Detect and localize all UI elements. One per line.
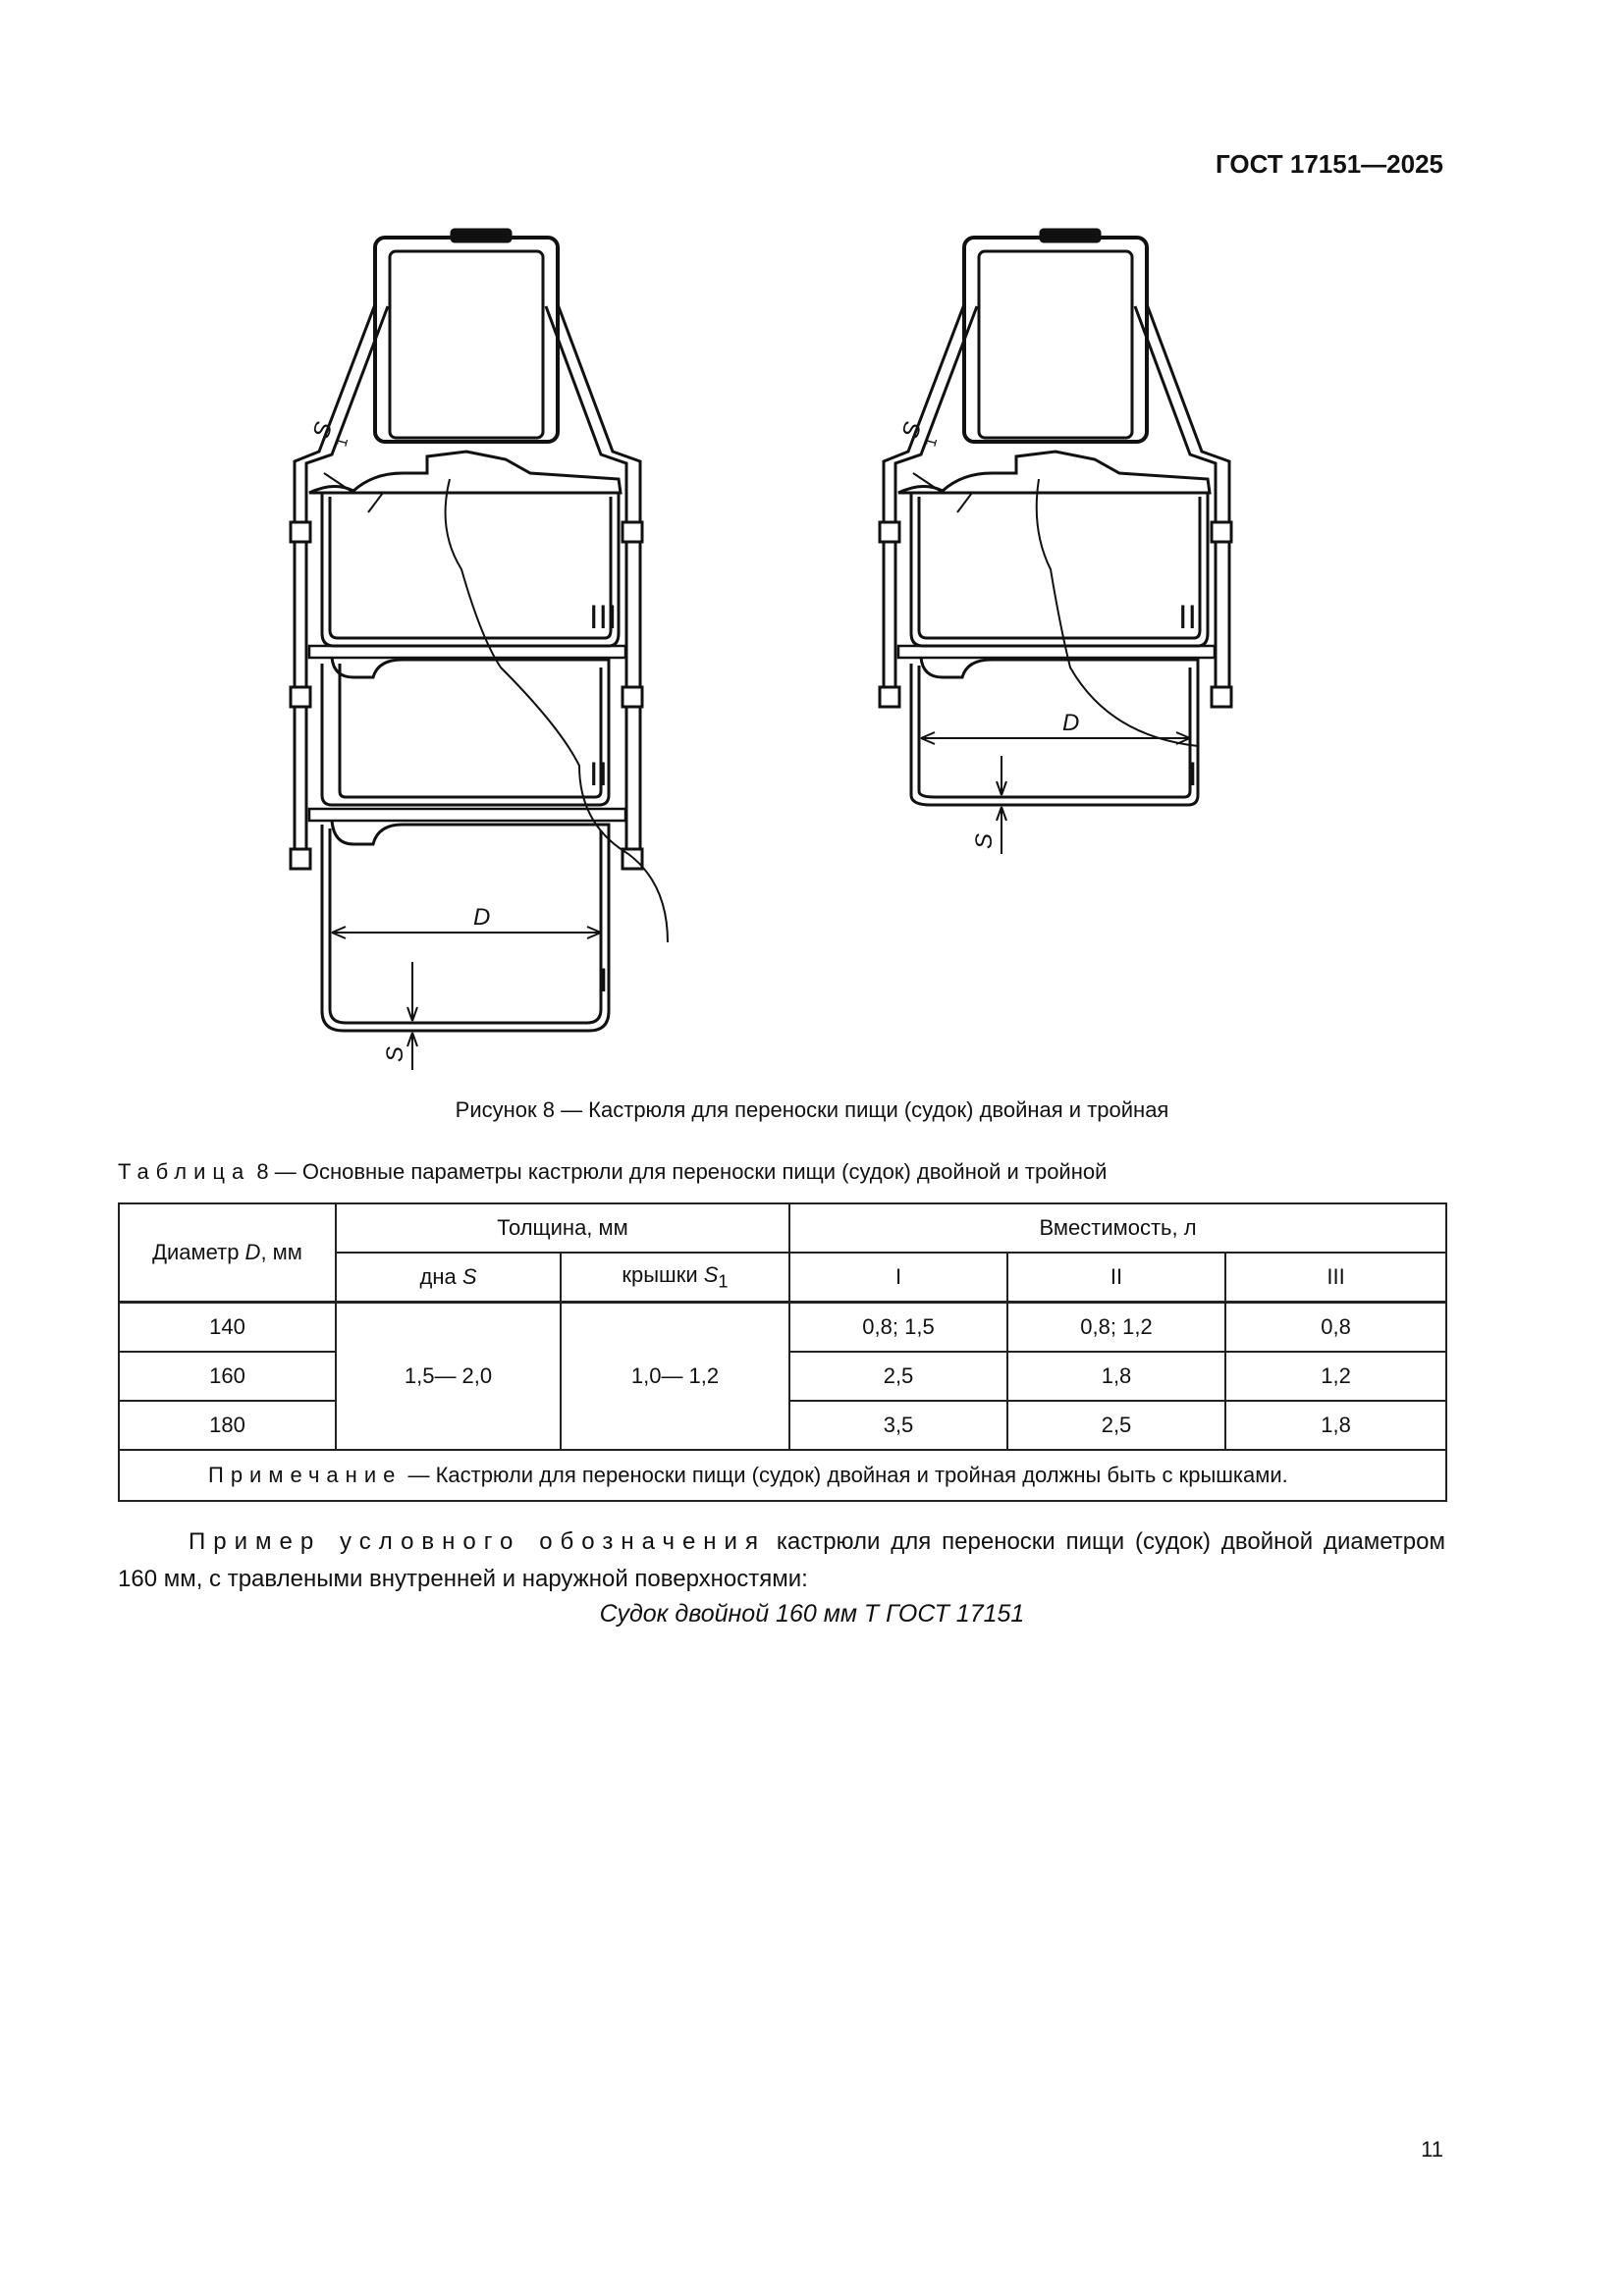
cell-diameter: 160: [119, 1352, 336, 1401]
table-title-text: 8 — Основные параметры кастрюли для переноски пищи (судок) двойной и тройной: [250, 1159, 1108, 1184]
subheader-bottom-symbol: S: [461, 1264, 477, 1289]
header-capacity: Вместимость, л: [789, 1203, 1446, 1253]
table-row: [119, 1303, 1446, 1353]
designation-example: Судок двойной 160 мм Т ГОСТ 17151: [599, 1600, 1025, 1628]
note-label: Примечание: [208, 1463, 403, 1487]
cell-capacity-I: 3,5: [789, 1401, 1007, 1450]
table-title-label: Таблица: [118, 1159, 251, 1184]
table-title: [118, 1159, 1107, 1185]
triple-label-I: I: [599, 962, 609, 999]
header-diameter-text: Диаметр: [152, 1240, 245, 1264]
cell-lid-thickness: 1,0— 1,2: [561, 1303, 789, 1451]
double-dim-s: S: [971, 832, 998, 849]
cell-capacity-II: 2,5: [1007, 1401, 1225, 1450]
double-dim-s1-subscript: 1: [922, 436, 942, 450]
subheader-lid-subscript: 1: [718, 1270, 729, 1292]
subheader-lid: [561, 1253, 789, 1303]
cell-capacity-III: 1,2: [1225, 1352, 1446, 1401]
example-label: Пример условного обозначения: [189, 1528, 766, 1555]
table-note: [119, 1450, 1446, 1501]
triple-label-II: II: [589, 756, 608, 793]
cell-bottom-thickness: 1,5— 2,0: [336, 1303, 561, 1451]
double-carrier: [880, 230, 1231, 854]
header-diameter-symbol: D: [244, 1240, 261, 1264]
header-diameter-unit: , мм: [260, 1240, 302, 1264]
note-text: — Кастрюли для переноски пищи (судок) двойная и тройная должны быть с крышками.: [402, 1463, 1288, 1487]
example-text: кастрюли для переноски пищи (судок) двойной диаметром 160 мм, с травлеными внутренней и наружной поверхностями:: [118, 1528, 1445, 1592]
double-label-II: II: [1178, 599, 1197, 636]
cell-capacity-I: 2,5: [789, 1352, 1007, 1401]
cell-capacity-III: 1,8: [1225, 1401, 1446, 1450]
triple-dim-d: D: [473, 904, 491, 931]
figure-8-drawing: [255, 216, 1355, 1080]
header-thickness: Толщина, мм: [336, 1203, 789, 1253]
subheader-lid-text: крышки: [622, 1261, 704, 1287]
document-id: ГОСТ 17151—2025: [1216, 149, 1443, 179]
triple-dim-s1: S: [307, 419, 338, 442]
double-label-I: I: [1188, 756, 1198, 793]
cell-capacity-III: 0,8: [1225, 1303, 1446, 1353]
cell-diameter: 140: [119, 1303, 336, 1353]
table-note-row: [119, 1450, 1446, 1501]
cell-diameter: 180: [119, 1401, 336, 1450]
double-dim-s1: S: [896, 419, 927, 442]
designation-example-paragraph: [118, 1523, 1445, 1598]
cell-capacity-II: 0,8; 1,2: [1007, 1303, 1225, 1353]
subheader-lid-symbol: S: [703, 1261, 719, 1287]
subheader-cap-III: III: [1225, 1253, 1446, 1303]
triple-dim-s: S: [382, 1045, 408, 1062]
double-dim-d: D: [1062, 710, 1080, 736]
subheader-bottom-text: дна: [419, 1264, 462, 1289]
subheader-bottom: [336, 1253, 561, 1303]
subheader-cap-II: II: [1007, 1253, 1225, 1303]
header-diameter: [119, 1203, 336, 1303]
subheader-cap-I: I: [789, 1253, 1007, 1303]
parameters-table: [118, 1202, 1447, 1502]
cell-capacity-I: 0,8; 1,5: [789, 1303, 1007, 1353]
figure-caption: Рисунок 8 — Кастрюля для переноски пищи (судок) двойная и тройная: [455, 1097, 1169, 1122]
triple-label-III: III: [589, 599, 618, 636]
triple-carrier: [291, 230, 668, 1070]
table-header-row: [119, 1203, 1446, 1253]
page-number: 11: [1421, 2137, 1443, 2162]
triple-dim-s1-subscript: 1: [333, 436, 352, 450]
cell-capacity-II: 1,8: [1007, 1352, 1225, 1401]
